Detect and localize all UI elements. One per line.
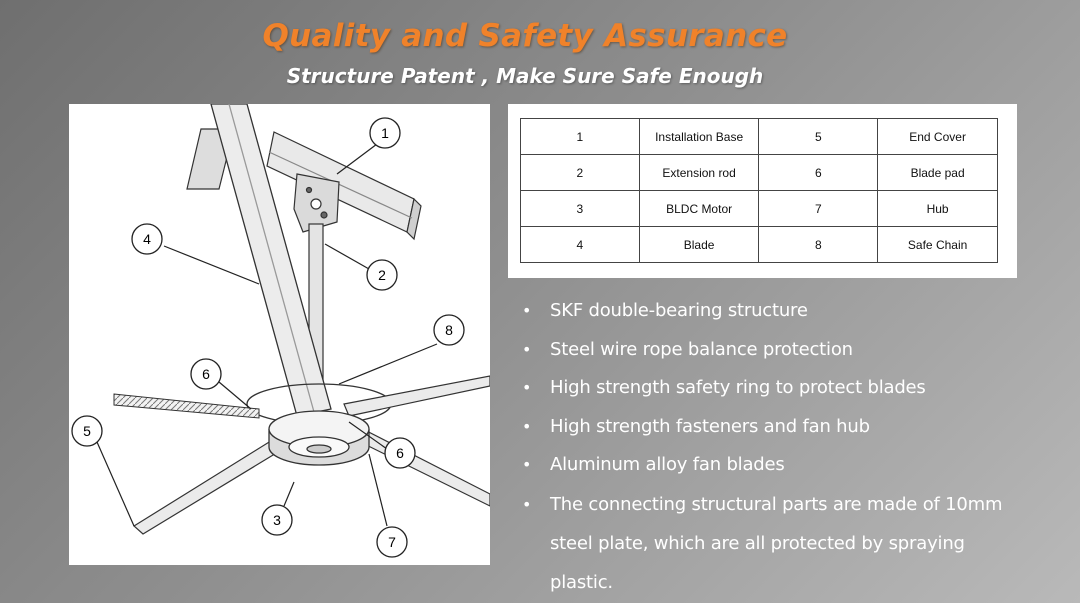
part-name: BLDC Motor [639,191,759,227]
part-number: 1 [521,119,640,155]
fan-hub [269,411,369,465]
callout-6b [385,438,415,468]
table-row [521,191,998,227]
feature-item: • The connecting structural parts are made of 10mm steel plate, which are all protected by spraying plastic. [520,485,1030,602]
svg-text:5: 5 [83,423,91,439]
callout-7 [377,527,407,557]
part-name: Extension rod [639,155,759,191]
installation-base [294,174,339,232]
table-row [521,227,998,263]
feature-item: • High strength fasteners and fan hub [520,408,1060,447]
part-name: Hub [878,191,998,227]
table-row [521,119,998,155]
part-name: Blade [639,227,759,263]
svg-text:3: 3 [273,512,281,528]
svg-text:7: 7 [388,534,396,550]
slide-title: Quality and Safety Assurance [262,18,788,54]
callout-1 [370,118,400,148]
svg-text:6: 6 [202,366,210,382]
fan-diagram-svg [69,104,490,565]
part-name: Installation Base [639,119,759,155]
part-number: 4 [521,227,640,263]
slide-subtitle: Structure Patent , Make Sure Safe Enough [286,64,764,88]
part-number: 2 [521,155,640,191]
part-number: 5 [759,119,878,155]
fan-structure-diagram [69,104,490,565]
svg-text:8: 8 [445,322,453,338]
part-number: 8 [759,227,878,263]
callout-2 [367,260,397,290]
feature-item: • SKF double-bearing structure [520,292,1060,331]
part-number: 3 [521,191,640,227]
parts-table [520,118,998,263]
callout-4 [132,224,162,254]
callout-3 [262,505,292,535]
parts-table-panel [508,104,1017,278]
svg-text:6: 6 [396,445,404,461]
callout-6a [191,359,221,389]
part-name: Safe Chain [878,227,998,263]
feature-item: • Steel wire rope balance protection [520,331,1060,370]
ceiling-beam [267,132,421,239]
part-number: 7 [759,191,878,227]
feature-list [520,292,1060,602]
svg-text:1: 1 [381,125,389,141]
blade-lower-left [134,439,283,534]
callout-8 [434,315,464,345]
part-name: End Cover [878,119,998,155]
table-row [521,155,998,191]
svg-text:2: 2 [378,267,386,283]
callout-5 [72,416,102,446]
feature-item: • Aluminum alloy fan blades [520,446,1060,485]
part-name: Blade pad [878,155,998,191]
feature-item: • High strength safety ring to protect blades [520,369,1060,408]
part-number: 6 [759,155,878,191]
svg-text:4: 4 [143,231,151,247]
